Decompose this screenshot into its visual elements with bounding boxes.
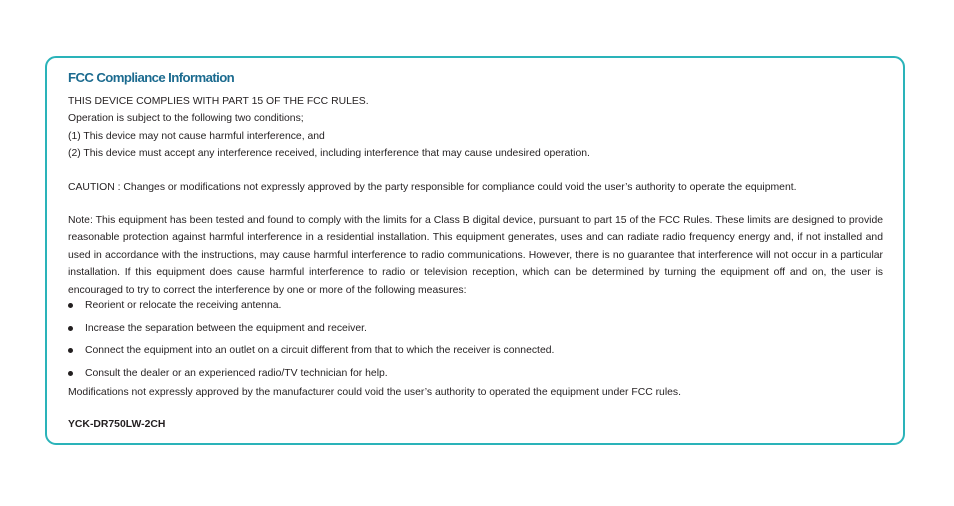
compliance-line-1: THIS DEVICE COMPLIES WITH PART 15 OF THE FCC RULES. xyxy=(68,96,369,107)
note-text: Note: This equipment has been tested and found to comply with the limits for a Class B digital device, pursuant to part 15 of the FCC Rules. These limits are designed to provide reasonable protection against harmful interference in a residential installation. This equipment generates, uses and can radiate radio frequency energy and, if not installed and used in accordance with the instructions, may cause harmful interference to radio communications. However, there is no guarantee that interference will not occur in a particular installation. If this equipment does cause harmful interference to radio or television reception, which can be determined by turning the equipment off and on, the user is encouraged to try to correct the interference by one or more of the following measures: xyxy=(68,215,883,296)
list-item xyxy=(68,342,883,359)
list-item xyxy=(68,320,883,337)
measure-text: Consult the dealer or an experienced radio/TV technician for help. xyxy=(85,367,388,379)
compliance-line-2: Operation is subject to the following two conditions; xyxy=(68,113,304,125)
list-item xyxy=(68,297,883,314)
list-item xyxy=(68,365,883,382)
bullet-icon xyxy=(68,371,73,376)
modifications-text: Modifications not expressly approved by the manufacturer could void the user’s authority to operated the equipment under FCC rules. xyxy=(68,387,682,399)
spacer xyxy=(68,196,883,212)
compliance-statement xyxy=(68,93,883,163)
compliance-line-4: (2) This device must accept any interference received, including interference that may cause undesired operation. xyxy=(68,148,590,160)
fcc-compliance-panel xyxy=(45,56,905,445)
measures-list xyxy=(68,297,883,382)
bullet-icon xyxy=(68,348,73,353)
bullet-icon xyxy=(68,303,73,308)
model-number: YCK-DR750LW-2CH xyxy=(68,418,166,430)
measure-text: Increase the separation between the equipment and receiver. xyxy=(85,322,367,334)
spacer xyxy=(68,163,883,179)
measure-text: Connect the equipment into an outlet on a circuit different from that to which the receiver is connected. xyxy=(85,345,555,357)
measure-text: Reorient or relocate the receiving antenna. xyxy=(85,300,282,312)
bullet-icon xyxy=(68,326,73,331)
page-title: FCC Compliance Information xyxy=(68,70,235,85)
caution-text: CAUTION : Changes or modifications not expressly approved by the party responsible for compliance could void the user’s authority to operate the equipment. xyxy=(68,181,797,193)
compliance-line-3: (1) This device may not cause harmful interference, and xyxy=(68,130,325,142)
